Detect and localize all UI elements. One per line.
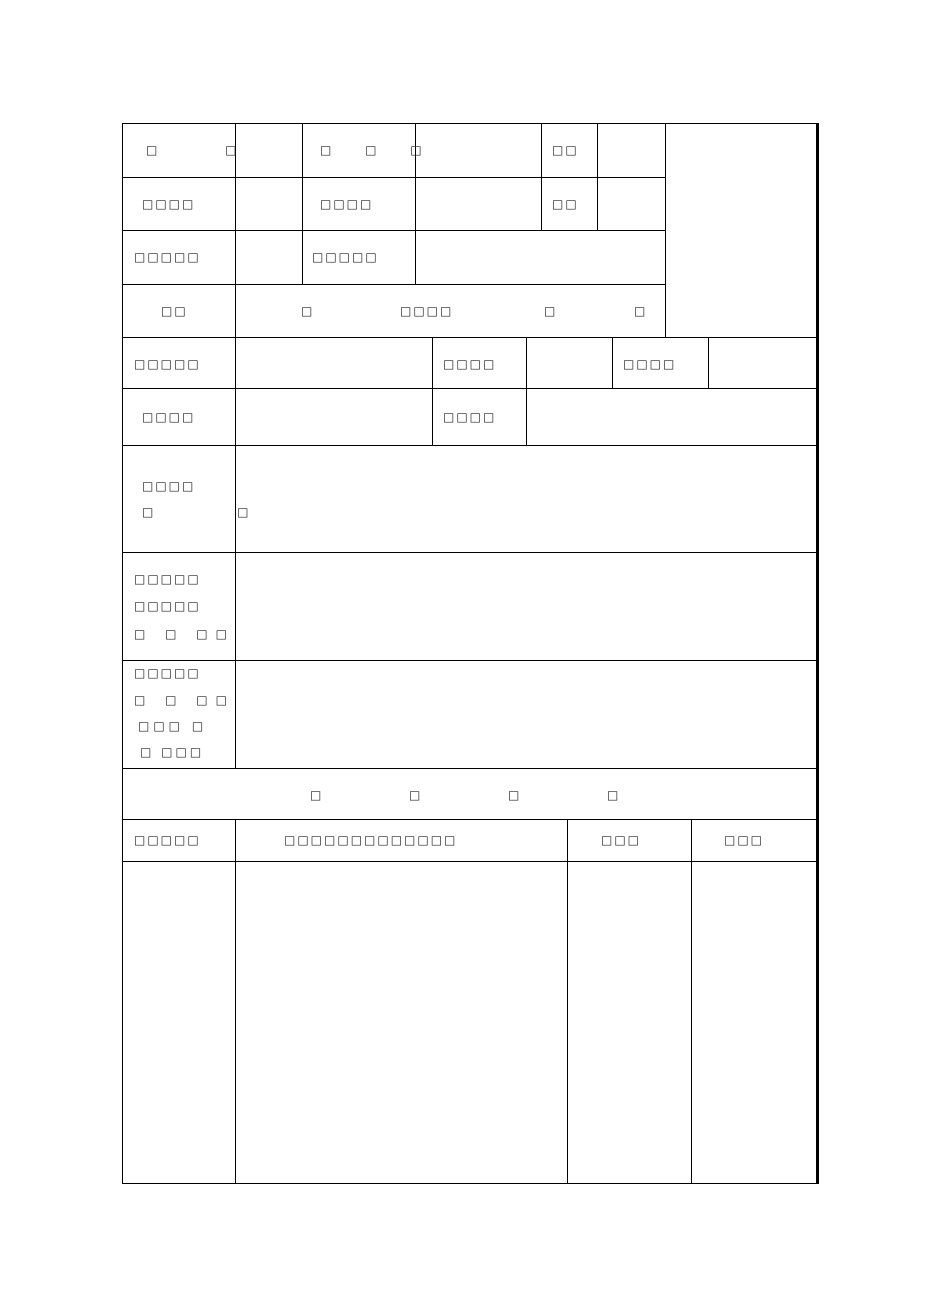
field-label: □□□□□	[134, 250, 201, 264]
table-header: □□□	[601, 833, 642, 847]
field-value[interactable]	[527, 389, 816, 445]
name-field[interactable]	[236, 124, 302, 177]
row-line	[122, 819, 816, 820]
field-label: □□□□	[623, 357, 677, 371]
gender-field[interactable]	[416, 124, 541, 177]
field-value[interactable]	[236, 178, 302, 230]
table-header: □□□□□	[134, 833, 201, 847]
row-line	[122, 768, 816, 769]
field-label: □□□□□	[134, 572, 201, 586]
field-text: □	[301, 304, 315, 318]
field-label: □□□□	[443, 357, 497, 371]
field-label: □□□ □	[138, 719, 208, 733]
field-label: □ □□□	[140, 745, 205, 759]
field-value[interactable]	[236, 231, 302, 284]
field-label: □□	[161, 304, 188, 318]
name-label: □ □	[146, 143, 269, 157]
text-area[interactable]	[236, 446, 816, 552]
gender-label: □ □ □	[320, 143, 437, 157]
field-value[interactable]	[598, 178, 665, 230]
border-bottom	[122, 1183, 816, 1184]
field-label: □ □ □□	[134, 693, 235, 707]
col-line	[541, 123, 542, 230]
field-label: □□□□	[142, 410, 196, 424]
photo-box[interactable]	[666, 124, 816, 337]
field-label: □□	[552, 197, 579, 211]
section-title-char: □	[409, 788, 423, 802]
field-value[interactable]	[416, 231, 665, 284]
field-value[interactable]	[236, 389, 432, 445]
field-text: □□□□	[400, 304, 454, 318]
field-value[interactable]	[709, 338, 816, 388]
table-cell[interactable]	[692, 862, 816, 1183]
field-label: □□□□□	[312, 250, 379, 264]
table-cell[interactable]	[123, 862, 235, 1183]
field-label: □□□□□	[134, 357, 201, 371]
row-line	[122, 284, 665, 285]
field-text: □	[544, 304, 558, 318]
section-title-char: □	[607, 788, 621, 802]
field-value[interactable]	[527, 338, 612, 388]
field-label: □ □	[142, 505, 289, 519]
col-line	[302, 123, 303, 284]
field-label: □□□□	[443, 410, 497, 424]
field-label: □□□□	[142, 197, 196, 211]
field-text: □	[634, 304, 648, 318]
field-label: □□□□	[142, 479, 196, 493]
col-line	[432, 337, 433, 445]
text-area[interactable]	[236, 661, 816, 768]
row-line	[122, 177, 665, 178]
field-value[interactable]	[416, 178, 541, 230]
col-line	[612, 337, 613, 388]
field-label: □□	[552, 143, 579, 157]
field-value[interactable]	[598, 124, 665, 177]
field-label: □□□□	[320, 197, 374, 211]
field-label: □□□□□	[134, 666, 201, 680]
application-form	[122, 123, 819, 1184]
field-label: □ □ □□	[134, 627, 235, 641]
table-header: □□□□□□□□□□□□□	[284, 833, 458, 847]
field-value[interactable]	[236, 338, 432, 388]
field-label: □□□□□	[134, 599, 201, 613]
table-cell[interactable]	[568, 862, 691, 1183]
section-title-char: □	[508, 788, 522, 802]
table-header: □□□	[724, 833, 765, 847]
table-cell[interactable]	[236, 862, 567, 1183]
text-area[interactable]	[236, 553, 816, 660]
section-title-char: □	[310, 788, 324, 802]
